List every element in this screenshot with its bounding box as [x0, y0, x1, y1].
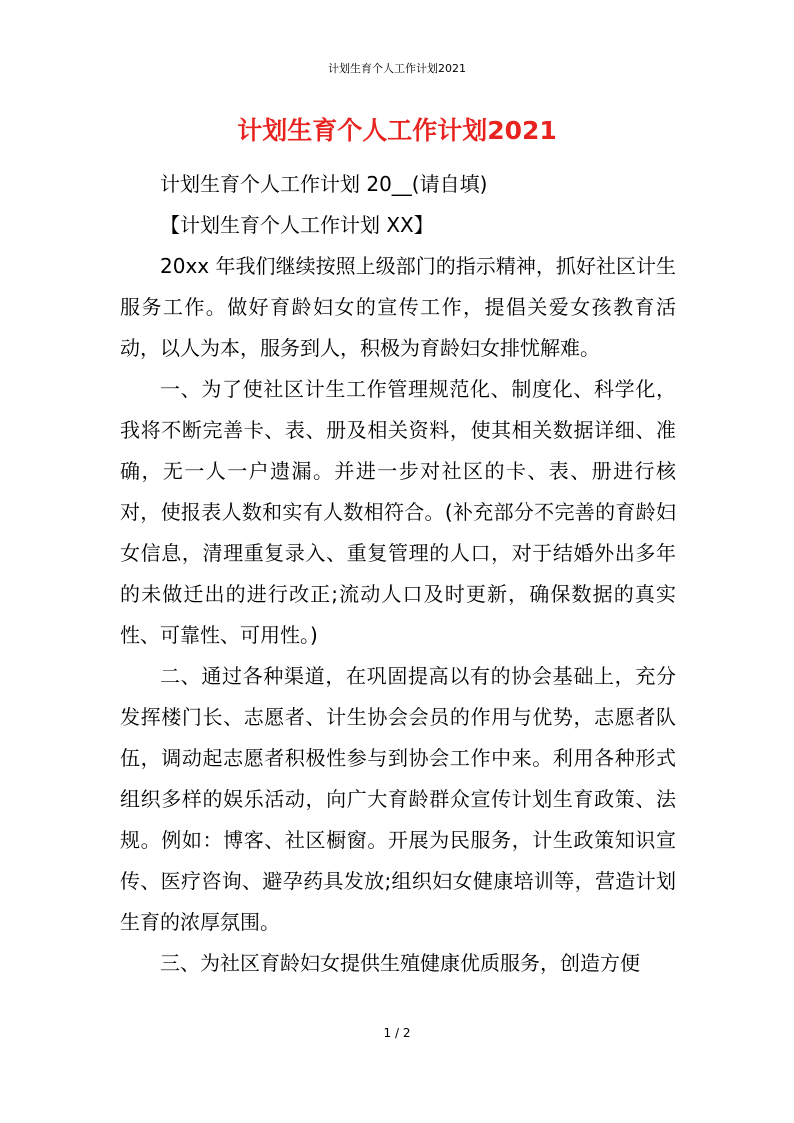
page-number: 1 / 2 [383, 1026, 411, 1040]
subtitle-line: 计划生育个人工作计划 20__(请自填) [160, 172, 488, 196]
section-three-paragraph: 三、为社区育龄妇女提供生殖健康优质服务，创造方便 [160, 951, 640, 975]
document-title: 计划生育个人工作计划2021 [237, 116, 557, 145]
intro-paragraph: 20xx 年我们继续按照上级部门的指示精神，抓好社区计生服务工作。做好育龄妇女的宣传工作，提倡关爱女孩教育活动，以人为本，服务到人，积极为育龄妇女排忧解难。 [120, 254, 676, 360]
section-one-paragraph: 一、为了使社区计生工作管理规范化、制度化、科学化，我将不断完善卡、表、册及相关资料，使其相关数据详细、准确，无一人一户遗漏。并进一步对社区的卡、表、册进行核对，使报表人数和实有人数相符合。(补充部分不完善的育龄妇女信息，清理重复录入、重复管理的人口，对于结婚外出多年的未做迁出的进行改正;流动人口及时更新，确保数据的真实性、可靠性、可用性。) [120, 377, 676, 647]
running-header: 计划生育个人工作计划2021 [328, 62, 466, 75]
section-two-paragraph: 二、通过各种渠道，在巩固提高以有的协会基础上，充分发挥楼门长、志愿者、计生协会会员的作用与优势，志愿者队伍，调动起志愿者积极性参与到协会工作中来。利用各种形式组织多样的娱乐活动，向广大育龄群众宣传计划生育政策、法规。例如：博客、社区橱窗。开展为民服务，计生政策知识宣传、医疗咨询、避孕药具发放;组织妇女健康培训等，营造计划生育的浓厚氛围。 [120, 664, 676, 934]
bracket-heading: 【计划生育个人工作计划 XX】 [160, 213, 434, 237]
document-body [120, 164, 676, 984]
